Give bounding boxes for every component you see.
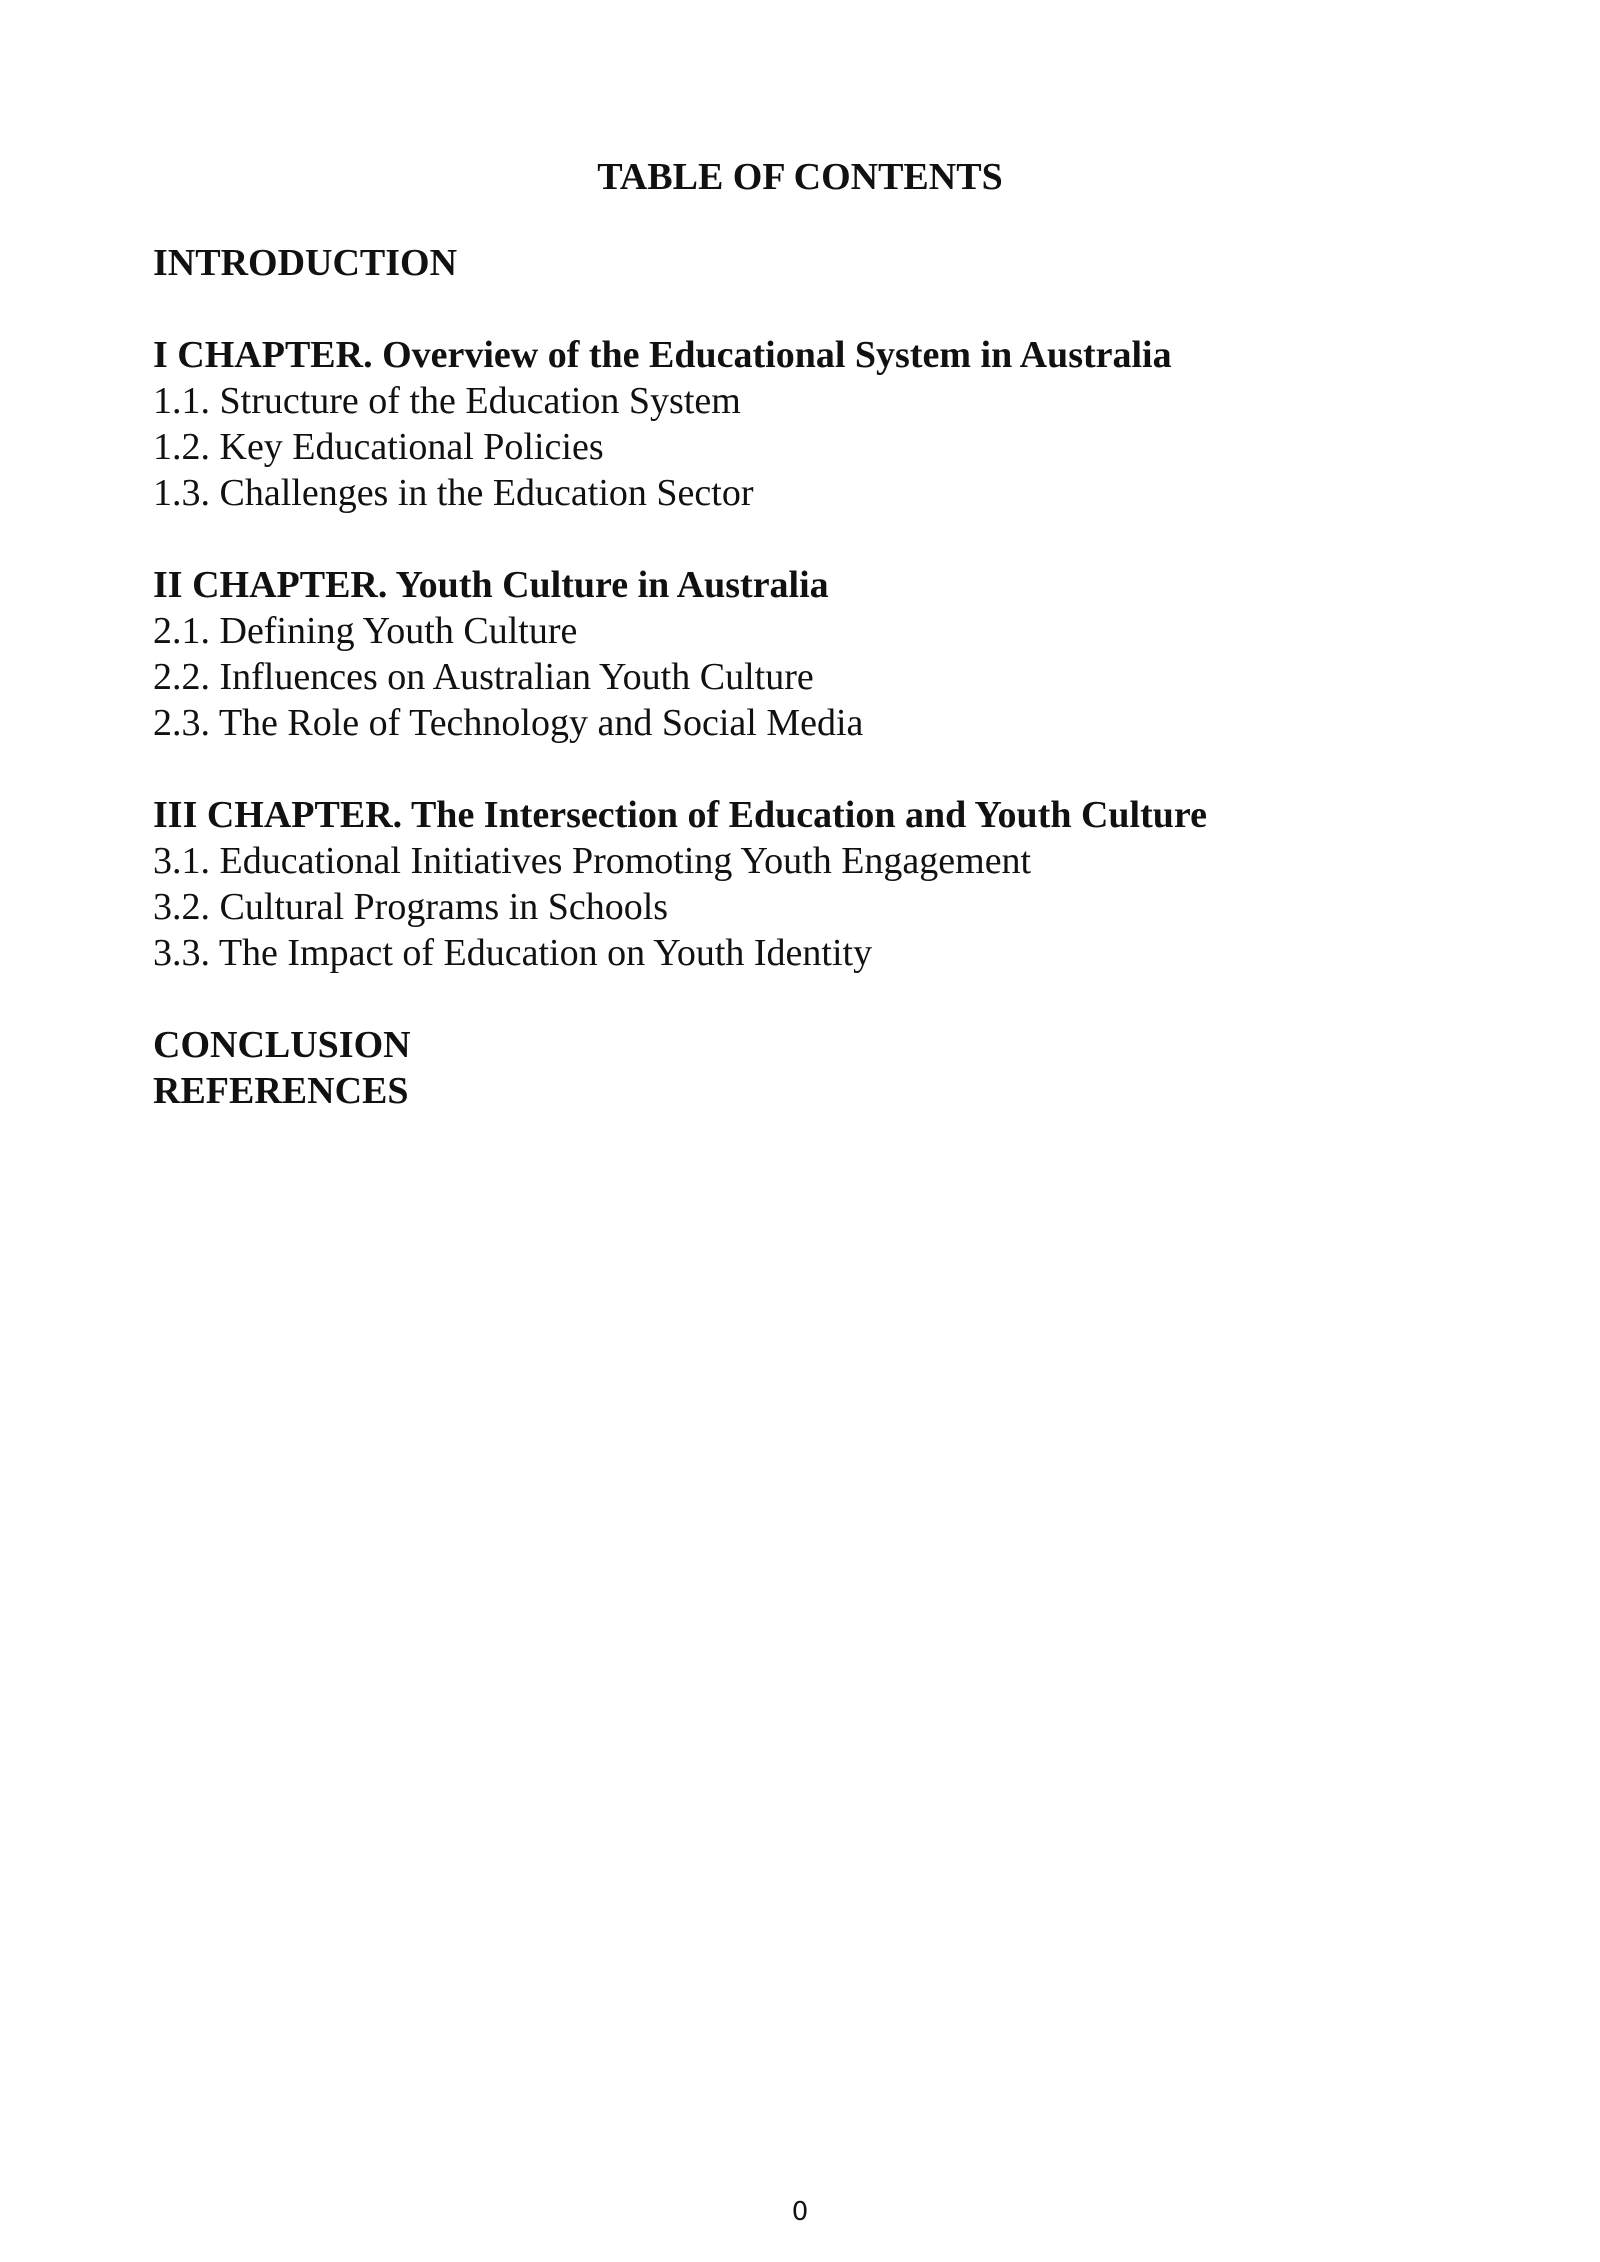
spacer [153,976,1453,1022]
toc-body [153,240,1453,1114]
chapter-3-heading: III CHAPTER. The Intersection of Education and Youth Culture [153,794,1207,836]
section-3-1: 3.1. Educational Initiatives Promoting Youth Engagement [153,840,1032,882]
spacer [153,286,1453,332]
chapter-1-heading: I CHAPTER. Overview of the Educational System in Australia [153,334,1172,376]
section-2-2: 2.2. Influences on Australian Youth Culture [153,656,814,698]
toc-introduction: INTRODUCTION [153,242,458,284]
section-3-2: 3.2. Cultural Programs in Schools [153,886,669,928]
spacer [153,516,1453,562]
toc-title: TABLE OF CONTENTS [597,156,1003,198]
section-2-1: 2.1. Defining Youth Culture [153,610,578,652]
section-2-3: 2.3. The Role of Technology and Social Media [153,702,864,744]
chapter-2-heading: II CHAPTER. Youth Culture in Australia [153,564,829,606]
section-1-3: 1.3. Challenges in the Education Sector [153,472,754,514]
toc-conclusion: CONCLUSION [153,1024,411,1066]
spacer [153,746,1453,792]
toc-references: REFERENCES [153,1070,409,1112]
section-3-3: 3.3. The Impact of Education on Youth Identity [153,932,873,974]
section-1-2: 1.2. Key Educational Policies [153,426,604,468]
page-number: 0 [791,2197,809,2227]
section-1-1: 1.1. Structure of the Education System [153,380,741,422]
